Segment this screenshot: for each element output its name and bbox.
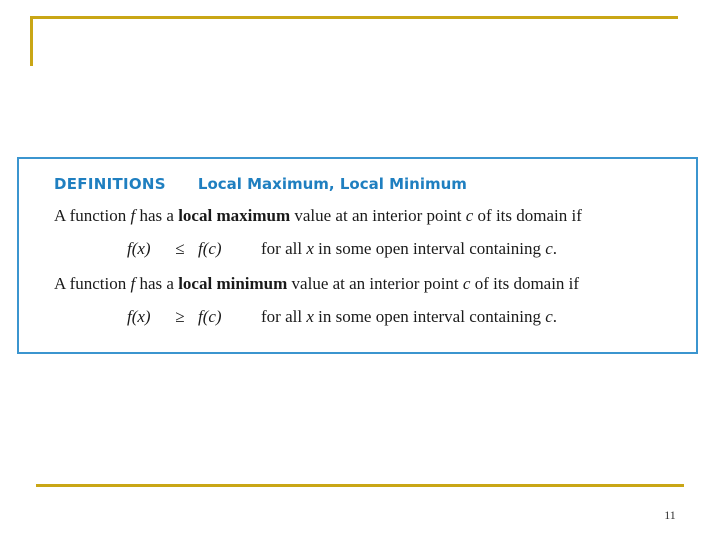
- inequality-rhs: f(c): [198, 239, 222, 258]
- statement-text: A function: [54, 274, 131, 293]
- statement-text: has a: [135, 274, 179, 293]
- inequality-relation: ≥: [175, 307, 185, 326]
- local-min-statement: [54, 274, 579, 294]
- inequality-condition: for all x in some open interval containing c.: [261, 307, 558, 326]
- statement-text: value at an interior point: [290, 206, 466, 225]
- inequality-rhs: f(c): [198, 307, 222, 326]
- point-symbol: c: [462, 274, 471, 293]
- local-max-statement: [54, 206, 582, 226]
- local-max-term: local maximum: [178, 206, 291, 225]
- definition-box: [17, 157, 698, 354]
- statement-text: value at an interior point: [287, 274, 463, 293]
- inequality-condition: for all x in some open interval containing c.: [261, 239, 558, 258]
- bottom-rule: [36, 484, 684, 487]
- inequality-lhs: f(x): [127, 239, 151, 258]
- top-rule: [30, 16, 678, 19]
- inequality-relation: ≤: [175, 239, 185, 258]
- definition-header: [54, 175, 467, 193]
- point-symbol: c: [465, 206, 474, 225]
- inequality-lhs: f(x): [127, 307, 151, 326]
- local-min-term: local minimum: [178, 274, 288, 293]
- function-symbol: f: [130, 274, 136, 293]
- statement-text: of its domain if: [470, 274, 580, 293]
- function-symbol: f: [130, 206, 136, 225]
- left-rule: [30, 16, 33, 66]
- page-number: 11: [664, 508, 676, 522]
- statement-text: A function: [54, 206, 131, 225]
- definition-keyword: DEFINITIONS: [54, 175, 166, 193]
- statement-text: of its domain if: [473, 206, 582, 225]
- statement-text: has a: [135, 206, 179, 225]
- definition-title: Local Maximum, Local Minimum: [197, 175, 467, 193]
